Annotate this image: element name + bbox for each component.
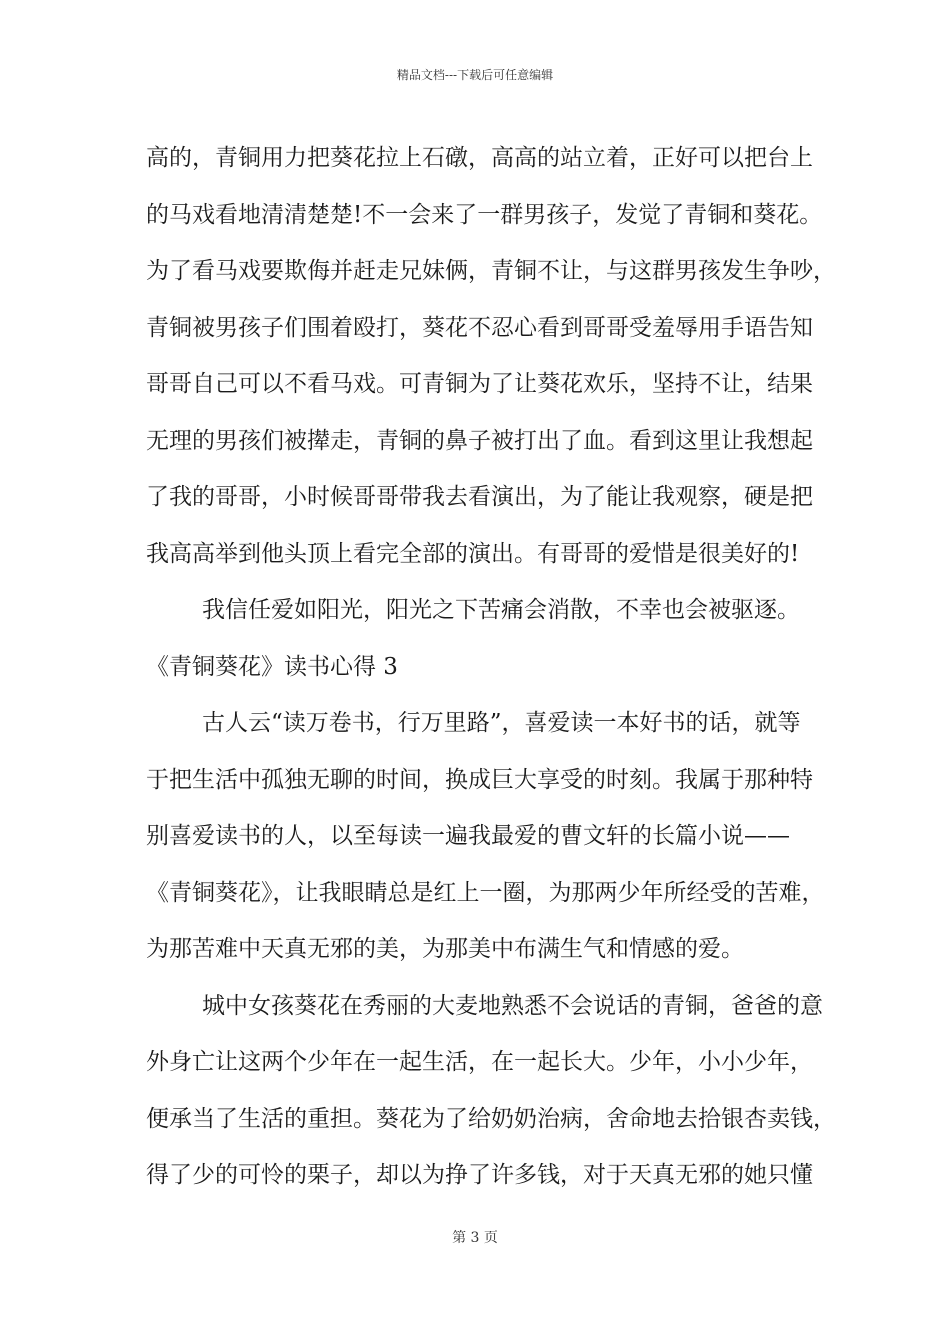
text-line: 青铜被男孩子们围着殴打，葵花不忍心看到哥哥受羞辱用手语告知 bbox=[146, 314, 813, 341]
text-line: 别喜爱读书的人，以至每读一遍我最爱的曹文轩的长篇小说—— bbox=[146, 823, 790, 849]
page-number: 第 3 页 bbox=[452, 1230, 498, 1246]
document-body bbox=[146, 130, 836, 1204]
paragraph-first-line: 古人云“读万卷书，行万里路”，喜爱读一本好书的话，就等 bbox=[202, 710, 801, 736]
section-heading: 《青铜葵花》读书心得 3 bbox=[146, 653, 398, 680]
text-line: 了我的哥哥，小时候哥哥带我去看演出，为了能让我观察，硬是把 bbox=[146, 484, 813, 510]
text-line: 哥哥自己可以不看马戏。可青铜为了让葵花欢乐，坚持不让，结果 bbox=[146, 371, 813, 397]
paragraph-first-line: 城中女孩葵花在秀丽的大麦地熟悉不会说话的青铜，爸爸的意 bbox=[202, 992, 823, 1019]
text-line: 《青铜葵花》，让我眼睛总是红上一圈，为那两少年所经受的苦难， bbox=[146, 879, 825, 906]
text-line: 我高高举到他头顶上看完全部的演出。有哥哥的爱惜是很美好的! bbox=[146, 540, 800, 567]
text-line: 于把生活中孤独无聊的时间，换成巨大享受的时刻。我属于那种特 bbox=[146, 766, 813, 793]
text-line: 为了看马戏要欺侮并赶走兄妹俩，青铜不让，与这群男孩发生争吵， bbox=[146, 258, 836, 284]
paragraph-first-line: 我信任爱如阳光，阳光之下苦痛会消散，不幸也会被驱逐。 bbox=[202, 597, 800, 623]
text-line: 便承当了生活的重担。葵花为了给奶奶治病，舍命地去拾银杏卖钱， bbox=[146, 1105, 836, 1132]
page-header: 精品文档---下载后可任意编辑 bbox=[396, 68, 554, 82]
text-line: 外身亡让这两个少年在一起生活，在一起长大。少年，小小少年， bbox=[146, 1049, 813, 1075]
text-line: 高的，青铜用力把葵花拉上石礅，高高的站立着，正好可以把台上 bbox=[146, 145, 813, 171]
text-line: 得了少的可怜的栗子，却以为挣了许多钱，对于天真无邪的她只懂 bbox=[146, 1162, 813, 1188]
text-line: 无理的男孩们被撵走，青铜的鼻子被打出了血。看到这里让我想起 bbox=[146, 427, 813, 454]
text-line: 为那苦难中天真无邪的美，为那美中布满生气和情感的爱。 bbox=[146, 936, 744, 962]
text-line: 的马戏看地清清楚楚!不一会来了一群男孩子，发觉了青铜和葵花。 bbox=[146, 201, 823, 228]
